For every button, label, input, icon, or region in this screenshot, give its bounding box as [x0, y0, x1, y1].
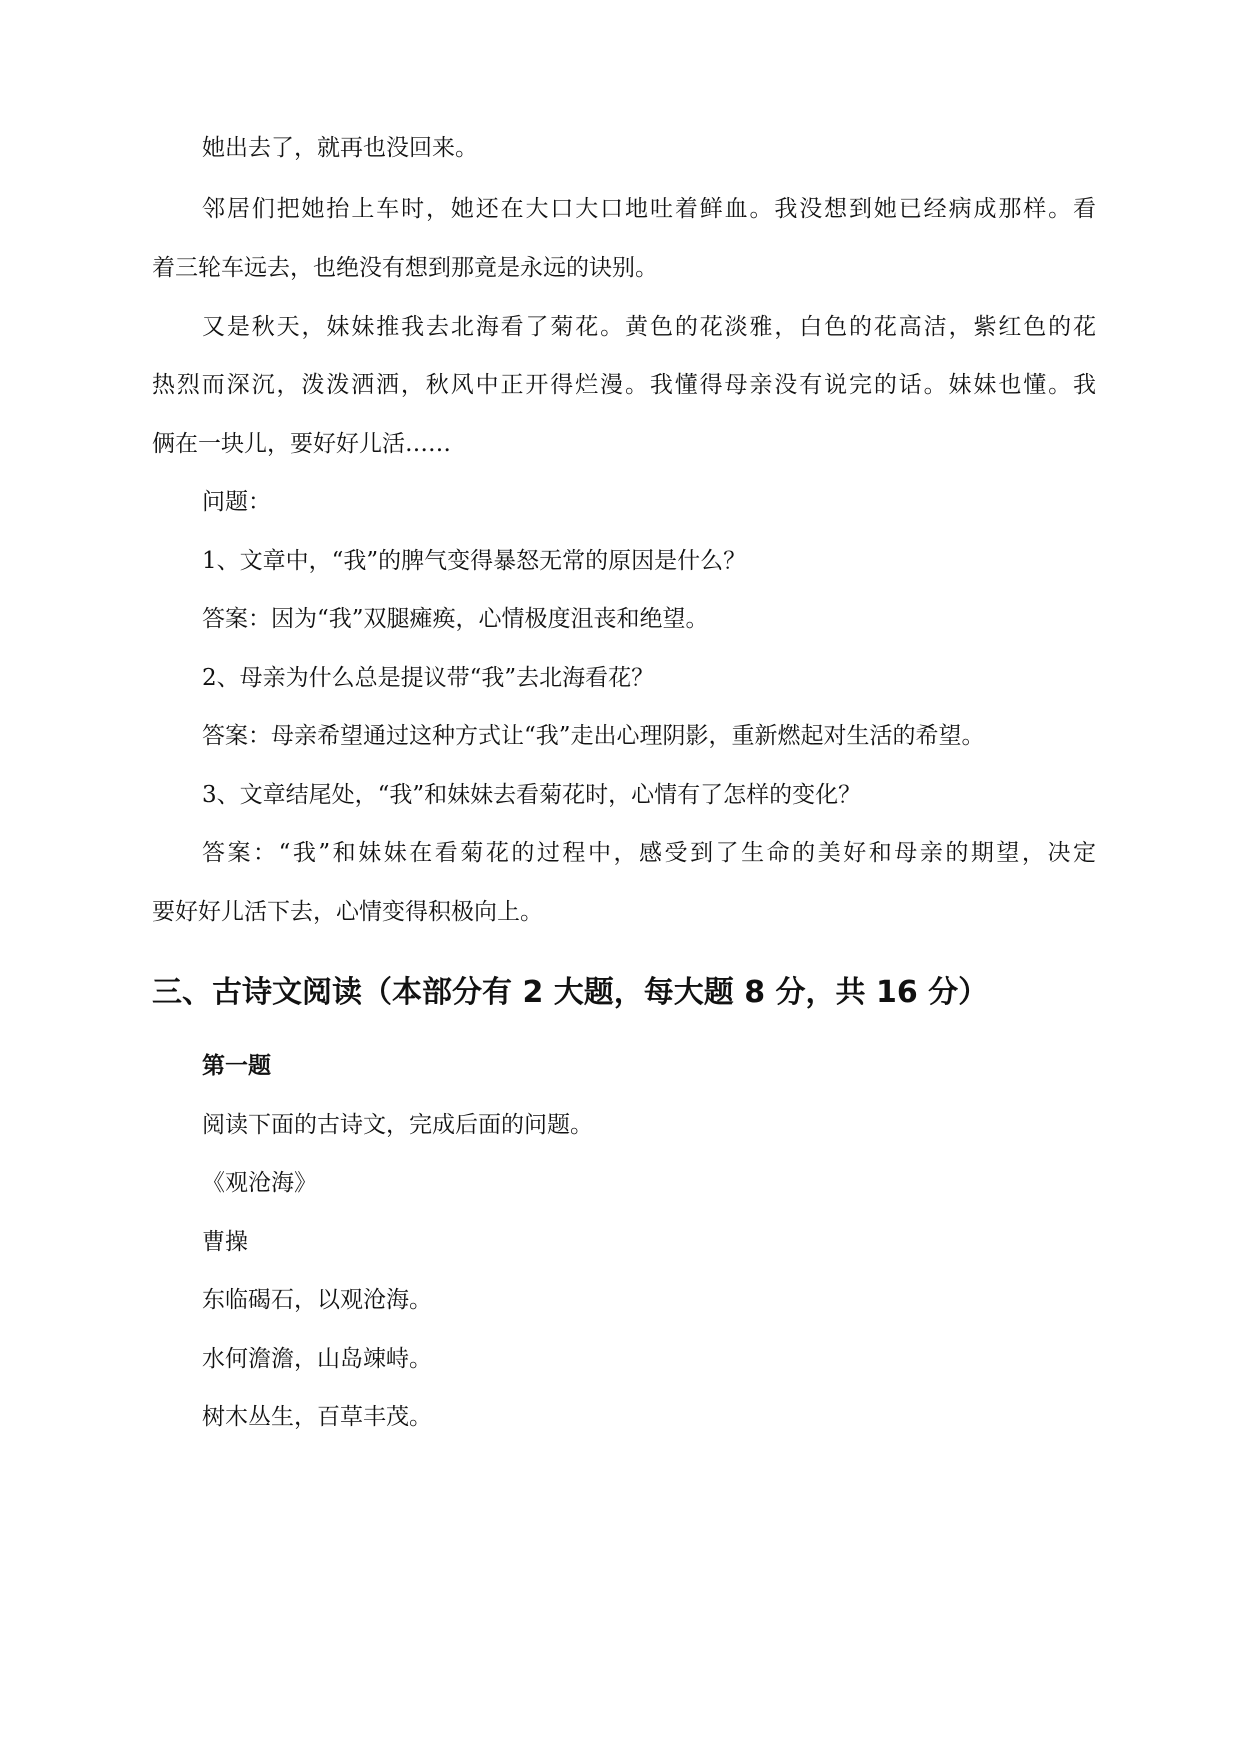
poem-line-1: 东临碣石，以观沧海。 [202, 1287, 432, 1313]
poem-title: 《观沧海》 [202, 1170, 317, 1196]
answer-3-line-2: 要好好儿活下去，心情变得积极向上。 [152, 899, 543, 925]
passage-paragraph-2-line-1: 邻居们把她抬上车时，她还在大口大口地吐着鲜血。我没想到她已经病成那样。看 [202, 196, 1096, 222]
section-3-heading: 三、古诗文阅读（本部分有 2 大题，每大题 8 分，共 16 分） [152, 975, 989, 1010]
passage-paragraph-3-line-3: 俩在一块儿，要好好儿活…… [152, 431, 451, 457]
answer-3-line-1: 答案：“我”和妹妹在看菊花的过程中，感受到了生命的美好和母亲的期望，决定 [202, 840, 1096, 866]
passage-paragraph-2-line-2: 着三轮车远去，也绝没有想到那竟是永远的诀别。 [152, 255, 658, 281]
passage-paragraph-1: 她出去了，就再也没回来。 [202, 135, 478, 161]
section-3-subheading: 第一题 [202, 1053, 271, 1079]
passage-paragraph-3-line-1: 又是秋天，妹妹推我去北海看了菊花。黄色的花淡雅，白色的花高洁，紫红色的花 [202, 314, 1096, 340]
poem-author: 曹操 [202, 1229, 248, 1255]
section-3-instruction: 阅读下面的古诗文，完成后面的问题。 [202, 1112, 593, 1138]
answer-2: 答案：母亲希望通过这种方式让“我”走出心理阴影，重新燃起对生活的希望。 [202, 723, 985, 749]
passage-paragraph-3-line-2: 热烈而深沉，泼泼洒洒，秋风中正开得烂漫。我懂得母亲没有说完的话。妹妹也懂。我 [152, 372, 1096, 398]
poem-line-3: 树木丛生，百草丰茂。 [202, 1404, 432, 1430]
answer-1: 答案：因为“我”双腿瘫痪，心情极度沮丧和绝望。 [202, 606, 709, 632]
question-3: 3、文章结尾处，“我”和妹妹去看菊花时，心情有了怎样的变化？ [202, 782, 862, 808]
poem-line-2: 水何澹澹，山岛竦峙。 [202, 1346, 432, 1372]
questions-label: 问题： [202, 489, 271, 515]
question-2: 2、母亲为什么总是提议带“我”去北海看花？ [202, 665, 655, 691]
question-1: 1、文章中，“我”的脾气变得暴怒无常的原因是什么？ [202, 548, 747, 574]
